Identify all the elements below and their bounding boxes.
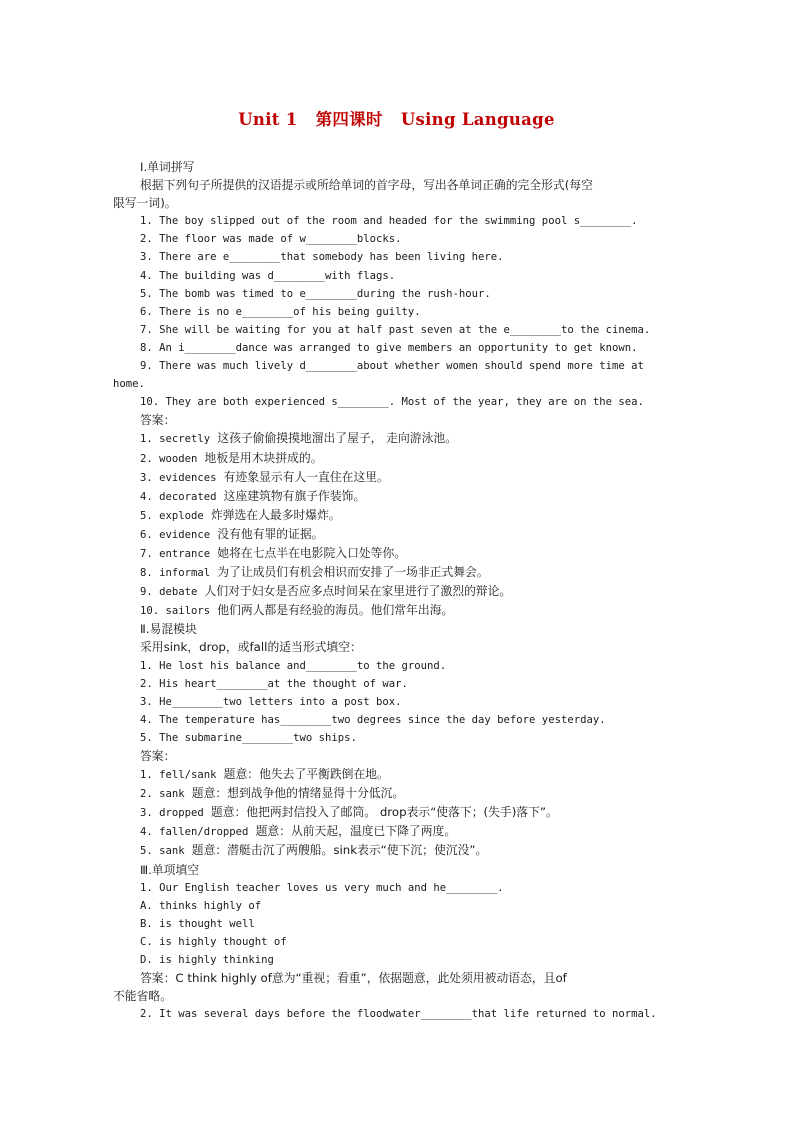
question-item: 4. The building was d________with flags. <box>140 269 396 282</box>
answer-translation: 有迹象显示有人一直住在这里。 <box>223 469 389 484</box>
question-item: 2. The floor was made of w________blocks. <box>140 233 402 246</box>
question-item: 8. An i________dance was arranged to give members an opportunity to get known. <box>140 341 638 354</box>
answer-explanation: 题意：潜艇击沉了两艘船。sink表示“使下沉；使沉没”。 <box>191 843 488 858</box>
section-1-heading: Ⅰ.单词拼写 <box>140 160 195 174</box>
option-c: C. is highly thought of <box>140 935 287 948</box>
answer-word: 3. dropped <box>140 807 204 820</box>
question-item: 4. The temperature has________two degrees since the day before yesterday. <box>140 713 606 726</box>
option-d: D. is highly thinking <box>140 954 274 967</box>
question-item: 7. She will be waiting for you at half past seven at the e________to the cinema. <box>140 323 651 336</box>
answer-word: 2. wooden <box>140 452 198 465</box>
answer-explanation-line-1: 答案：C think highly of意为“重视；看重”，依据题意，此处须用被动语态，且of <box>140 971 567 986</box>
answer-item <box>113 784 680 803</box>
section-2-heading: Ⅱ.易混模块 <box>140 622 197 637</box>
answer-word: 4. decorated <box>140 490 217 503</box>
option-a: A. thinks highly of <box>140 899 262 912</box>
answer-translation: 为了让成员们有机会相识而安排了一场非正式舞会。 <box>217 565 489 580</box>
section-3-heading: Ⅲ.单项填空 <box>140 862 200 877</box>
answer-word: 1. secretly <box>140 433 211 446</box>
answer-item <box>113 803 680 822</box>
answer-item <box>113 544 680 563</box>
answer-word: 6. evidence <box>140 528 211 541</box>
answer-word: 8. informal <box>140 567 211 580</box>
section-1-instruction-line-2: 限写一词)。 <box>113 196 177 211</box>
question-item: 10. They are both experienced s________. Most of the year, they are on the sea. <box>140 396 644 409</box>
question-item: 3. There are e________that somebody has been living here. <box>140 251 504 264</box>
question-item: 5. The bomb was timed to e________during the rush-hour. <box>140 287 491 300</box>
answer-word: 2. sank <box>140 788 185 801</box>
question-item: 5. The submarine________two ships. <box>140 731 357 744</box>
answer-word: 9. debate <box>140 586 198 599</box>
answer-translation: 这孩子偷偷摸摸地溜出了屋子， 走向游泳池。 <box>217 431 457 446</box>
question-item: 1. He lost his balance and________to the ground. <box>140 659 447 672</box>
answer-item <box>113 841 680 860</box>
answer-translation: 地板是用木块拼成的。 <box>204 450 323 465</box>
answer-translation: 人们对于妇女是否应多点时间呆在家里进行了激烈的辩论。 <box>204 584 512 599</box>
answer-explanation: 题意：从前天起，温度已下降了两度。 <box>255 824 457 839</box>
answer-word: 10. sailors <box>140 605 211 618</box>
answer-word: 3. evidences <box>140 471 217 484</box>
answer-item <box>113 765 680 784</box>
answer-translation: 炸弹选在人最多时爆炸。 <box>210 507 341 522</box>
title-lesson: 第四课时 <box>315 110 383 129</box>
question-item: 6. There is no e________of his being guilty. <box>140 305 421 318</box>
answer-explanation: 题意：他把两封信投入了邮筒。 drop表示“使落下；(失手)落下”。 <box>210 805 558 820</box>
page-title <box>0 106 793 130</box>
option-b: B. is thought well <box>140 917 255 930</box>
answer-word: 4. fallen/dropped <box>140 826 249 839</box>
answer-item <box>113 429 680 448</box>
title-topic: Using Language <box>400 110 555 129</box>
answer-translation: 她将在七点半在电影院入口处等你。 <box>217 545 407 560</box>
title-unit: Unit 1 <box>238 110 298 129</box>
answer-item <box>113 822 680 841</box>
answer-item <box>113 601 680 620</box>
answer-word: 1. fell/sank <box>140 769 217 782</box>
answer-word: 5. sank <box>140 845 185 858</box>
answer-translation: 没有他有罪的证据。 <box>217 526 324 541</box>
answer-item <box>113 449 680 468</box>
answer-item <box>113 563 680 582</box>
answer-translation: 这座建筑物有旗子作装饰。 <box>223 488 366 503</box>
answer-label: 答案： <box>140 749 176 763</box>
answer-label: 答案： <box>140 413 176 428</box>
answer-explanation: 题意：他失去了平衡跌倒在地。 <box>223 767 389 782</box>
document-body <box>113 158 680 1023</box>
question-item: 9. There was much lively d________about whether women should spend more time at <box>140 360 644 373</box>
answer-item <box>113 468 680 487</box>
answer-translation: 他们两人都是有经验的海员。他们常年出海。 <box>217 603 454 618</box>
question-item: 2. His heart________at the thought of war. <box>140 677 408 690</box>
answer-item <box>113 506 680 525</box>
answer-item <box>113 525 680 544</box>
answer-item <box>113 582 680 601</box>
question-item: 1. Our English teacher loves us very much and he________. <box>140 881 504 894</box>
answer-explanation-line-2: 不能省略。 <box>113 989 172 1004</box>
question-item: 3. He________two letters into a post box. <box>140 695 402 708</box>
section-2-instruction: 采用sink，drop，或fall的适当形式填空： <box>140 640 362 655</box>
question-item: 2. It was several days before the floodwater________that life returned to normal. <box>140 1008 657 1021</box>
answer-explanation: 题意：想到战争他的情绪显得十分低沉。 <box>191 786 405 801</box>
answer-word: 7. entrance <box>140 547 211 560</box>
answer-item <box>113 487 680 506</box>
question-item-continuation: home. <box>113 378 145 391</box>
section-1-instruction-line-1: 根据下列句子所提供的汉语提示或所给单词的首字母，写出各单词正确的完全形式(每空 <box>140 178 593 193</box>
question-item: 1. The boy slipped out of the room and headed for the swimming pool s________. <box>140 215 638 228</box>
answer-word: 5. explode <box>140 509 204 522</box>
